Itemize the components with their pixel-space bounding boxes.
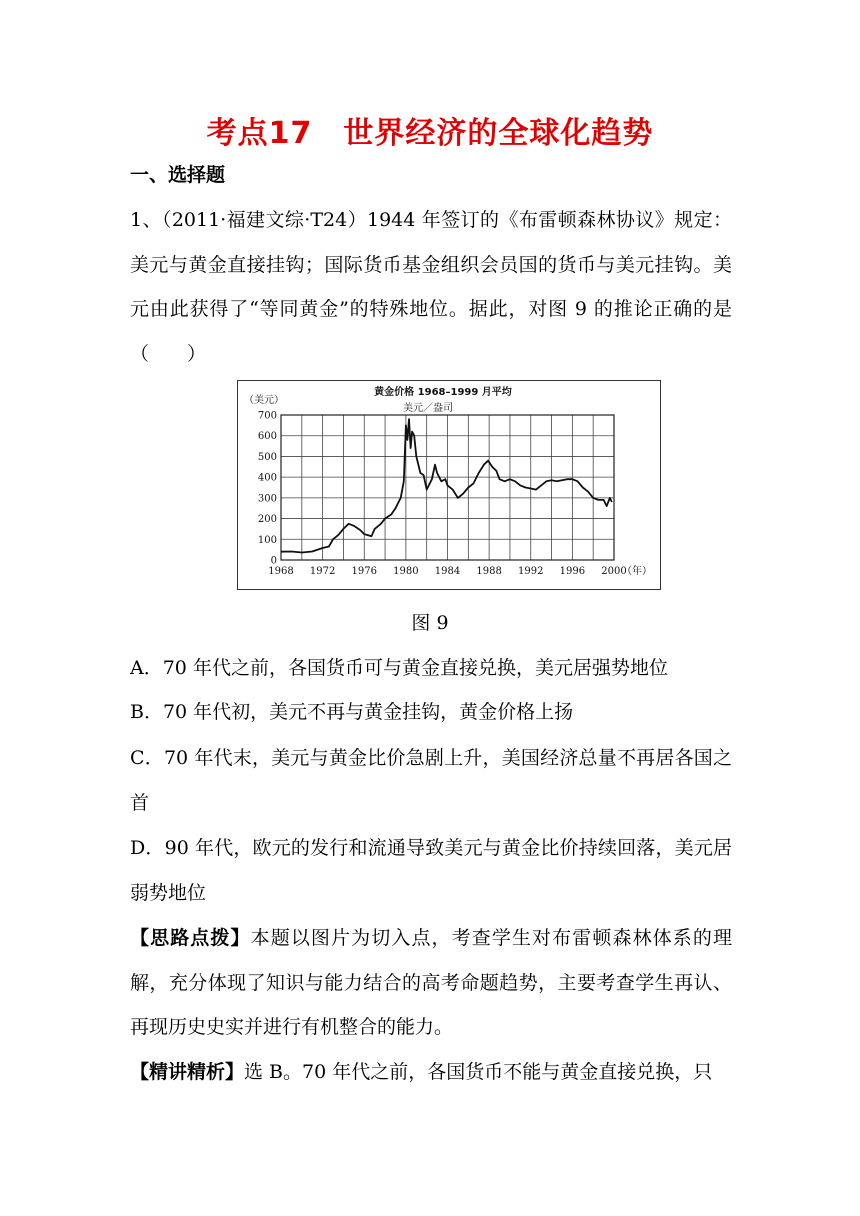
page-title: 考点17 世界经济的全球化趋势 [206,116,654,151]
x-tick-label: 1988 [476,566,502,577]
y-tick-label: 300 [257,493,277,505]
section-heading: 一、选择题 [130,164,226,186]
x-tick-label: 1992 [518,566,544,577]
x-tick-label: 1980 [393,566,419,577]
y-tick-label: 700 [257,410,277,422]
analysis-paragraph [130,916,732,1050]
chart-subtitle: 美元／盎司 [403,403,453,414]
series-line-gold-price [281,419,612,552]
question-stem: 1、（2011·福建文综·T24）1944 年签订的《布雷顿森林协议》规定：美元与黄金直接挂钩；国际货币基金组织会员国的货币与美元挂钩。美元由此获得了“等同黄金”的特殊地位。据此，对图 9 的推论正确的是（ ） [130,209,732,365]
y-axis-label: （美元） [244,395,284,406]
answer-label: 【精讲精析】 [130,1061,245,1083]
y-tick-label: 200 [257,514,277,526]
chart-svg [238,381,662,591]
analysis-text: 本题以图片为切入点，考查学生对布雷顿森林体系的理解，充分体现了知识与能力结合的高考命题趋势，主要考查学生再认、再现历史史实并进行有机整合的能力。 [130,927,732,1038]
x-tick-label: 1972 [309,566,336,577]
y-tick-label: 100 [257,534,277,546]
x-tick-label: 1984 [434,566,461,577]
gold-price-chart [237,380,661,590]
x-tick-label: 1996 [559,566,586,577]
option-d: D．90 年代，欧元的发行和流通导致美元与黄金比价持续回落，美元居弱势地位 [130,837,732,904]
option-b: B．70 年代初，美元不再与黄金挂钩，黄金价格上扬 [130,701,574,723]
y-tick-label: 600 [257,431,277,443]
answer-paragraph [130,1050,732,1095]
chart-title: 黄金价格 1968–1999 月平均 [374,387,512,398]
x-tick-label: 1976 [351,566,377,577]
y-tick-label: 0 [270,555,277,567]
answer-text: 选 B。70 年代之前，各国货币不能与黄金直接兑换，只 [244,1061,713,1083]
figure-caption: 图 9 [411,612,449,634]
analysis-label: 【思路点拨】 [130,927,251,949]
x-tick-label: 1968 [268,566,294,577]
option-c: C．70 年代末，美元与黄金比价急剧上升，美国经济总量不再居各国之首 [130,747,732,814]
y-tick-label: 500 [257,451,277,463]
option-a: A．70 年代之前，各国货币可与黄金直接兑换，美元居强势地位 [130,657,668,679]
x-tick-label: 2000 [601,566,627,577]
x-axis-label: （年） [622,566,652,577]
y-tick-label: 400 [257,472,277,484]
